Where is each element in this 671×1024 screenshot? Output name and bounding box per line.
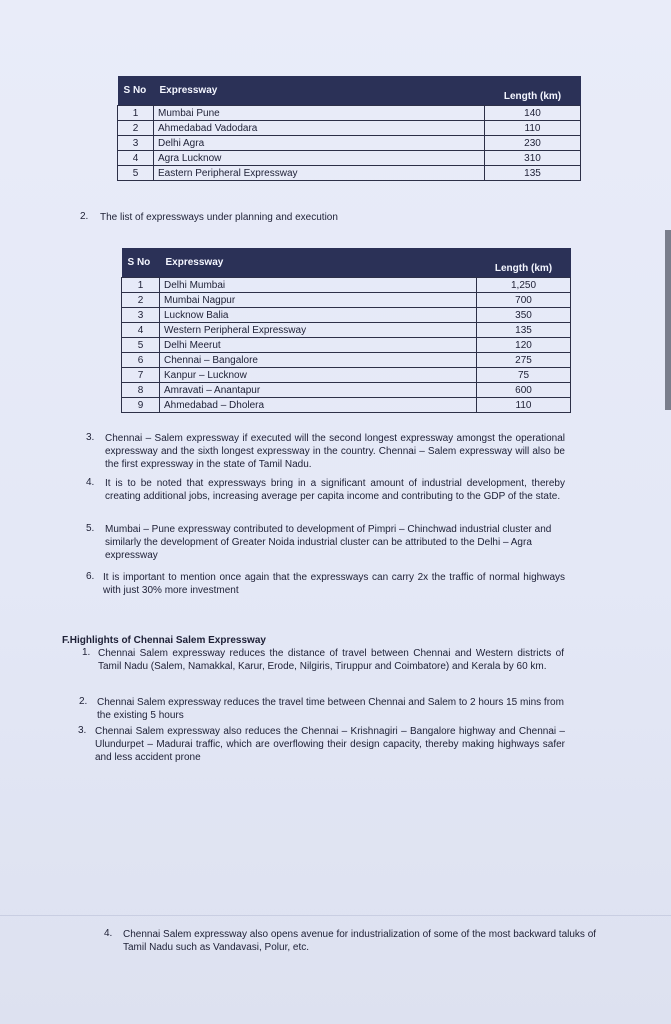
highlight-number: 3. [78,725,87,736]
highlight-number: 2. [79,696,88,707]
sno-cell: 5 [118,166,154,181]
operational-expressways-table [117,76,581,181]
sno-cell: 3 [122,308,160,323]
sno-cell: 1 [118,106,154,121]
table-row [122,338,571,353]
highlight-number: 1. [82,647,91,658]
table-row [122,353,571,368]
length-cell: 1,250 [477,278,571,293]
expressway-cell: Agra Lucknow [154,151,485,166]
table-row [118,151,581,166]
point-number: 3. [86,432,95,443]
length-cell: 120 [477,338,571,353]
expressway-cell: Delhi Agra [154,136,485,151]
table-header-row [118,76,581,106]
header-expressway: Expressway [154,76,485,106]
sno-cell: 3 [118,136,154,151]
table-row [118,166,581,181]
expressway-cell: Kanpur – Lucknow [160,368,477,383]
sno-cell: 6 [122,353,160,368]
sno-cell: 8 [122,383,160,398]
planned-expressways-table [121,248,571,413]
point-text: Chennai – Salem expressway if executed will the second longest expressway amongst the operational expressway and the sixth longest expressway in the country. Chennai – Salem expressway will also be the first expressway in the state of Tamil Nadu. [105,433,565,470]
point-number: 5. [86,523,95,534]
expressway-cell: Mumbai Nagpur [160,293,477,308]
header-sno: S No [122,248,160,278]
table-row [122,398,571,413]
table-row [118,136,581,151]
expressway-cell: Lucknow Balia [160,308,477,323]
point-text: It is important to mention once again that the expressways can carry 2x the traffic of normal highways with just 30% more investment [103,572,565,596]
length-cell: 135 [485,166,581,181]
length-cell: 275 [477,353,571,368]
expressway-cell: Ahmedabad – Dholera [160,398,477,413]
length-cell: 310 [485,151,581,166]
expressway-cell: Delhi Meerut [160,338,477,353]
length-cell: 135 [477,323,571,338]
length-cell: 140 [485,106,581,121]
header-length: Length (km) [477,248,571,278]
length-cell: 350 [477,308,571,323]
sno-cell: 9 [122,398,160,413]
expressway-cell: Amravati – Anantapur [160,383,477,398]
sno-cell: 5 [122,338,160,353]
sno-cell: 4 [118,151,154,166]
sno-cell: 1 [122,278,160,293]
paper-edge-shadow [665,230,671,410]
section-heading: F.Highlights of Chennai Salem Expressway [62,635,266,646]
table-row [122,323,571,338]
point-text: Mumbai – Pune expressway contributed to development of Pimpri – Chinchwad industrial cluster and similarly the development of Greater Noida industrial cluster can be attributed to the Delhi – Agra expressway [105,524,552,561]
length-cell: 700 [477,293,571,308]
length-cell: 230 [485,136,581,151]
expressway-cell: Mumbai Pune [154,106,485,121]
table-row [122,383,571,398]
highlight-number: 4. [104,928,113,939]
item-text: The list of expressways under planning and execution [100,212,338,223]
length-cell: 110 [477,398,571,413]
highlight-text: Chennai Salem expressway reduces the travel time between Chennai and Salem to 2 hours 15 mins from the existing 5 hours [97,697,564,721]
highlight-text: Chennai Salem expressway also opens avenue for industrialization of some of the most backward taluks of Tamil Nadu such as Vandavasi, Polur, etc. [123,929,597,953]
item-number: 2. [80,211,89,222]
table-row [122,293,571,308]
point-text: It is to be noted that expressways bring in a significant amount of industrial development, thereby creating additional jobs, increasing average per capita income and contributing to the GDP of the state. [105,478,565,502]
header-sno: S No [118,76,154,106]
point-number: 6. [86,571,95,582]
length-cell: 600 [477,383,571,398]
highlight-text: Chennai Salem expressway also reduces the Chennai – Krishnagiri – Bangalore highway and Chennai – Ulundurpet – Madurai traffic, which are overflowing their design capacity, thereby making highways safer and less accident prone [95,726,565,763]
sno-cell: 2 [118,121,154,136]
table-header-row [122,248,571,278]
table-row [122,308,571,323]
expressway-cell: Ahmedabad Vadodara [154,121,485,136]
expressway-cell: Western Peripheral Expressway [160,323,477,338]
table-row [118,121,581,136]
expressway-cell: Eastern Peripheral Expressway [154,166,485,181]
header-length: Length (km) [485,76,581,106]
page-fold [0,915,671,916]
length-cell: 110 [485,121,581,136]
table-row [122,368,571,383]
point-number: 4. [86,477,95,488]
sno-cell: 7 [122,368,160,383]
highlight-text: Chennai Salem expressway reduces the distance of travel between Chennai and Western districts of Tamil Nadu (Salem, Namakkal, Karur, Erode, Nilgiris, Tiruppur and Coimbatore) and Kerala by 60 km. [98,648,564,672]
header-expressway: Expressway [160,248,477,278]
sno-cell: 4 [122,323,160,338]
sno-cell: 2 [122,293,160,308]
expressway-cell: Delhi Mumbai [160,278,477,293]
length-cell: 75 [477,368,571,383]
table-row [122,278,571,293]
expressway-cell: Chennai – Bangalore [160,353,477,368]
table-row [118,106,581,121]
